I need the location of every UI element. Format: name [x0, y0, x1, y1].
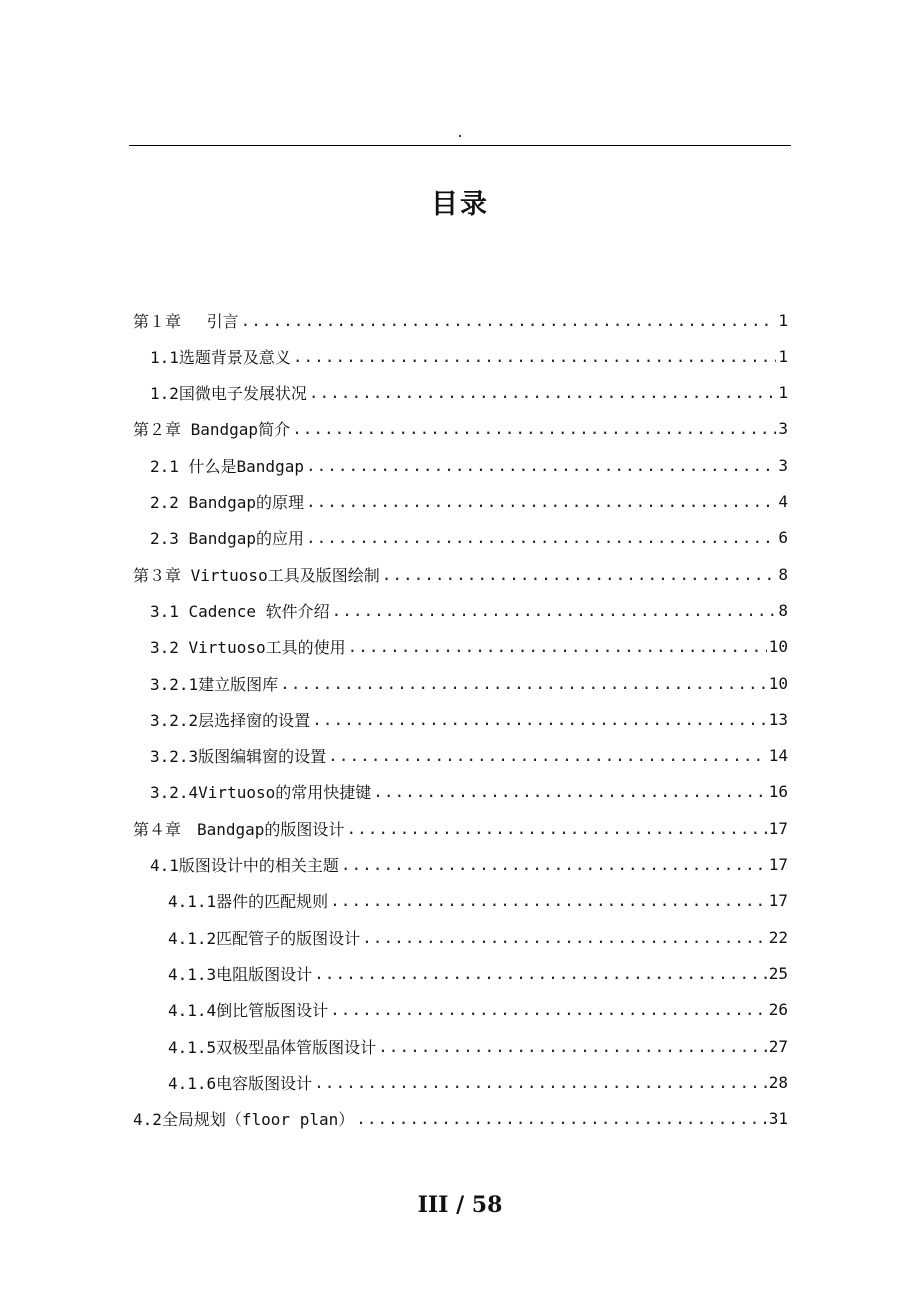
toc-leader-dots	[332, 601, 777, 620]
toc-leader-dots	[378, 1037, 767, 1056]
toc-entry-title: 4.1.5双极型晶体管版图设计	[168, 1037, 377, 1057]
toc-leader-dots	[328, 746, 767, 765]
toc-entry-title: 2.3 Bandgap的应用	[150, 529, 304, 549]
toc-entry-title: 3.1 Cadence 软件介绍	[150, 601, 330, 621]
toc-entry[interactable]	[133, 1101, 788, 1137]
toc-entry[interactable]	[150, 375, 788, 411]
toc-entry-title: 4.1.4倒比管版图设计	[168, 1001, 329, 1021]
toc-entry[interactable]	[150, 665, 788, 701]
toc-entry[interactable]	[150, 847, 788, 883]
toc-entry-page: 10	[768, 637, 788, 657]
toc-entry-title: 第２章 Bandgap简介	[133, 420, 291, 440]
page-number: III / 58	[417, 1192, 503, 1218]
toc-entry[interactable]	[133, 556, 788, 592]
toc-entry[interactable]	[168, 1064, 788, 1100]
toc-entry-page: 1	[778, 310, 788, 330]
toc-leader-dots	[314, 964, 767, 983]
toc-entry-page: 10	[768, 673, 788, 693]
toc-entry-page: 6	[778, 528, 788, 548]
toc-entry[interactable]	[133, 810, 788, 846]
toc-entry-page: 3	[778, 455, 788, 475]
toc-entry-page: 28	[768, 1072, 788, 1092]
toc-entry[interactable]	[150, 629, 788, 665]
toc-entry[interactable]	[168, 955, 788, 991]
toc-entry-title: 4.2全局规划（floor plan）	[133, 1110, 355, 1130]
toc-entry-title: 第３章 Virtuoso工具及版图绘制	[133, 565, 380, 585]
toc-entry-title: 3.2 Virtuoso工具的使用	[150, 638, 346, 658]
toc-entry[interactable]	[150, 484, 788, 520]
toc-entry[interactable]	[150, 520, 788, 556]
toc-leader-dots	[382, 565, 777, 584]
toc-entry[interactable]	[133, 411, 788, 447]
toc-entry-page: 16	[768, 782, 788, 802]
toc-leader-dots	[341, 855, 767, 874]
toc-entry-page: 13	[768, 709, 788, 729]
toc-leader-dots	[306, 456, 776, 475]
toc-entry-title: 第４章 Bandgap的版图设计	[133, 819, 345, 839]
toc-entry[interactable]	[150, 701, 788, 737]
toc-entry-page: 27	[768, 1036, 788, 1056]
toc-leader-dots	[280, 674, 767, 693]
page-title: 目录	[431, 189, 489, 220]
toc-entry[interactable]	[168, 883, 788, 919]
toc-entry[interactable]	[150, 447, 788, 483]
toc-leader-dots	[306, 528, 776, 547]
toc-entry-page: 8	[778, 600, 788, 620]
toc-entry-title: 1.2国微电子发展状况	[150, 384, 307, 404]
toc-entry[interactable]	[168, 919, 788, 955]
toc-leader-dots	[314, 1073, 767, 1092]
toc-entry-page: 17	[768, 855, 788, 874]
toc-leader-dots	[330, 1000, 767, 1019]
toc-entry[interactable]	[150, 592, 788, 628]
toc-entry-page: 3	[778, 419, 788, 439]
toc-entry-title: 4.1.2匹配管子的版图设计	[168, 928, 361, 948]
toc-leader-dots	[373, 782, 767, 801]
toc-leader-dots	[346, 819, 766, 838]
toc-entry-page: 1	[778, 346, 788, 366]
toc-entry-title: 3.2.3版图编辑窗的设置	[150, 747, 327, 767]
toc-entry-title: 3.2.2层选择窗的设置	[150, 710, 311, 730]
toc-entry[interactable]	[168, 1028, 788, 1064]
header-rule	[129, 145, 791, 146]
toc-entry-title: 1.1选题背景及意义	[150, 347, 291, 367]
toc-leader-dots	[330, 891, 767, 910]
toc-entry-page: 17	[768, 818, 788, 838]
toc-entry-page: 26	[768, 1000, 788, 1020]
toc-entry-title: 2.1 什么是Bandgap	[150, 456, 304, 476]
toc-entry-page: 17	[768, 891, 788, 911]
toc-entry[interactable]	[150, 738, 788, 774]
toc-leader-dots	[362, 928, 767, 947]
toc-entry[interactable]	[150, 774, 788, 810]
toc-entry-title: 第１章 引言	[133, 311, 239, 331]
toc-entry-title: 3.2.4Virtuoso的常用快捷键	[150, 783, 372, 803]
toc-leader-dots	[309, 383, 776, 402]
toc-leader-dots	[241, 311, 777, 330]
toc-entry-page: 4	[778, 492, 788, 511]
toc-entry-page: 8	[778, 564, 788, 584]
toc-leader-dots	[292, 419, 776, 438]
toc-entry[interactable]	[133, 302, 788, 338]
toc-entry-page: 14	[768, 746, 788, 766]
toc-leader-dots	[348, 637, 767, 656]
toc-entry-page: 1	[778, 383, 788, 403]
toc-leader-dots	[356, 1109, 767, 1128]
toc-entry-page: 22	[768, 927, 788, 947]
toc-entry-title: 4.1.1器件的匹配规则	[168, 892, 329, 912]
toc-leader-dots	[312, 710, 767, 729]
toc-entry-title: 2.2 Bandgap的原理	[150, 493, 304, 512]
toc-entry-page: 31	[768, 1109, 788, 1129]
toc-entry-title: 3.2.1建立版图库	[150, 674, 279, 694]
toc-entry[interactable]	[150, 338, 788, 374]
toc-entry-title: 4.1.6电容版图设计	[168, 1073, 313, 1093]
toc-entry-title: 4.1版图设计中的相关主题	[150, 856, 339, 875]
toc-entry-title: 4.1.3电阻版图设计	[168, 964, 313, 984]
toc-entry-page: 25	[768, 963, 788, 983]
toc-leader-dots	[306, 492, 776, 511]
toc-leader-dots	[293, 347, 776, 366]
toc-entry[interactable]	[168, 992, 788, 1028]
header-mark: .	[457, 122, 463, 141]
